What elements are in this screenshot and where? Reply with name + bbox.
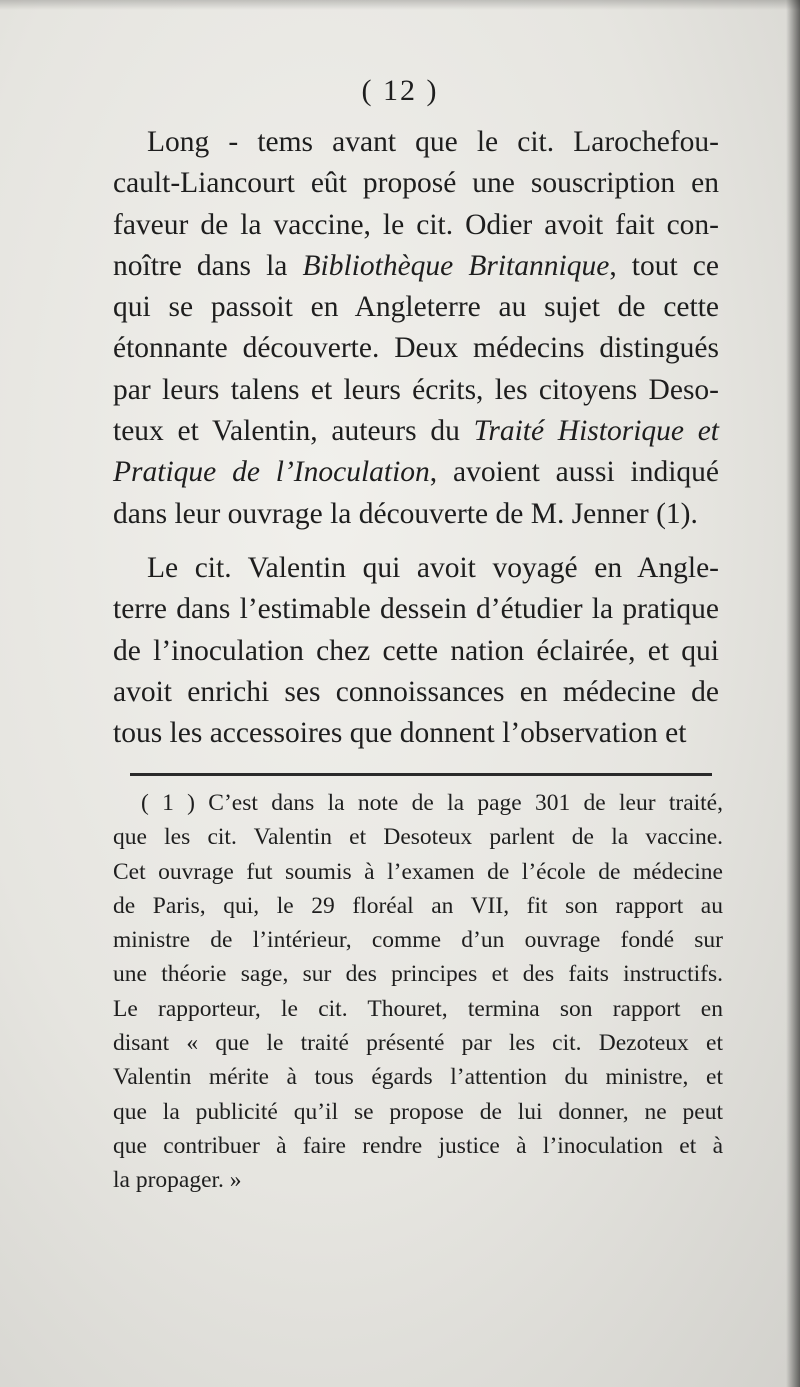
paragraph1-line [113,246,719,287]
paragraph1-line: faveur de la vaccine, le cit. Odier avoit fait con- [113,208,719,241]
text-run: , tout ce [609,249,719,282]
paragraph2-line: Le cit. Valentin qui avoit voyagé en Angle- [147,552,719,584]
paragraph1-line: qui se passoit en Angleterre au sujet de cette [113,291,719,324]
footnote-line: que contribuer à faire rendre justice à l’inoculation et à [113,1132,723,1159]
page-shadow-top [0,0,800,10]
page-number: ( 12 ) [361,74,439,107]
paragraph1-line: dans leur ouvrage la découverte de M. Jenner (1). [113,497,698,530]
paragraph2-line: terre dans l’estimable dessein d’étudier la pratique [113,593,719,626]
paragraph1-line: étonnante découverte. Deux médecins distingués [113,332,719,365]
paragraph2-line: tous les accessoires que donnent l’observation et [113,717,687,750]
text-run: teux et Valentin, auteurs du [113,415,474,448]
footnote-line: ( 1 ) C’est dans la note de la page 301 de leur traité, [141,790,723,816]
footnote-line: la propager. » [113,1167,242,1194]
paragraph1-line: Long - tems avant que le cit. Larochefou- [147,126,719,158]
footnote-line: Le rapporteur, le cit. Thouret, termina son rapport en [113,995,723,1022]
paragraph1-line: cault-Liancourt eût proposé une souscription en [113,167,719,200]
footnote-line: une théorie sage, sur des principes et des faits instructifs. [113,961,723,988]
paragraph-2 [113,548,719,754]
paragraph1-line [113,452,719,493]
text-run: noître dans la [113,249,303,282]
paragraph-1 [113,122,719,535]
footnote-line: ministre de l’intérieur, comme d’un ouvrage fondé sur [113,927,723,954]
footnote-line: Cet ouvrage fut soumis à l’examen de l’école de médecine [113,858,723,885]
paragraph2-line: de l’inoculation chez cette nation éclairée, et qui [113,634,719,667]
text-run: , avoient aussi indiqué [429,456,719,489]
paragraph2-line: avoit enrichi ses connoissances en médecine de [113,675,719,708]
footnote-line: Valentin mérite à tous égards l’attention du ministre, et [113,1064,723,1091]
paragraph1-line [113,411,719,452]
footnote-line: de Paris, qui, le 29 floréal an VII, fit son rapport au [113,892,723,919]
page-shadow-right [786,0,800,1387]
footnote-divider [130,773,712,776]
footnote-line: que les cit. Valentin et Desoteux parlent de la vaccine. [113,824,723,851]
italic-title: Pratique de l’Inoculation [113,456,430,489]
footnote-line: disant « que le traité présenté par les cit. Dezoteux et [113,1030,723,1057]
footnote [113,786,723,1198]
italic-title: Bibliothèque Britannique [302,249,610,282]
footnote-line: que la publicité qu’il se propose de lui donner, ne peut [113,1098,723,1125]
italic-title: Traité Historique et [473,415,719,448]
paragraph1-line: par leurs talens et leurs écrits, les citoyens Deso- [113,373,719,406]
